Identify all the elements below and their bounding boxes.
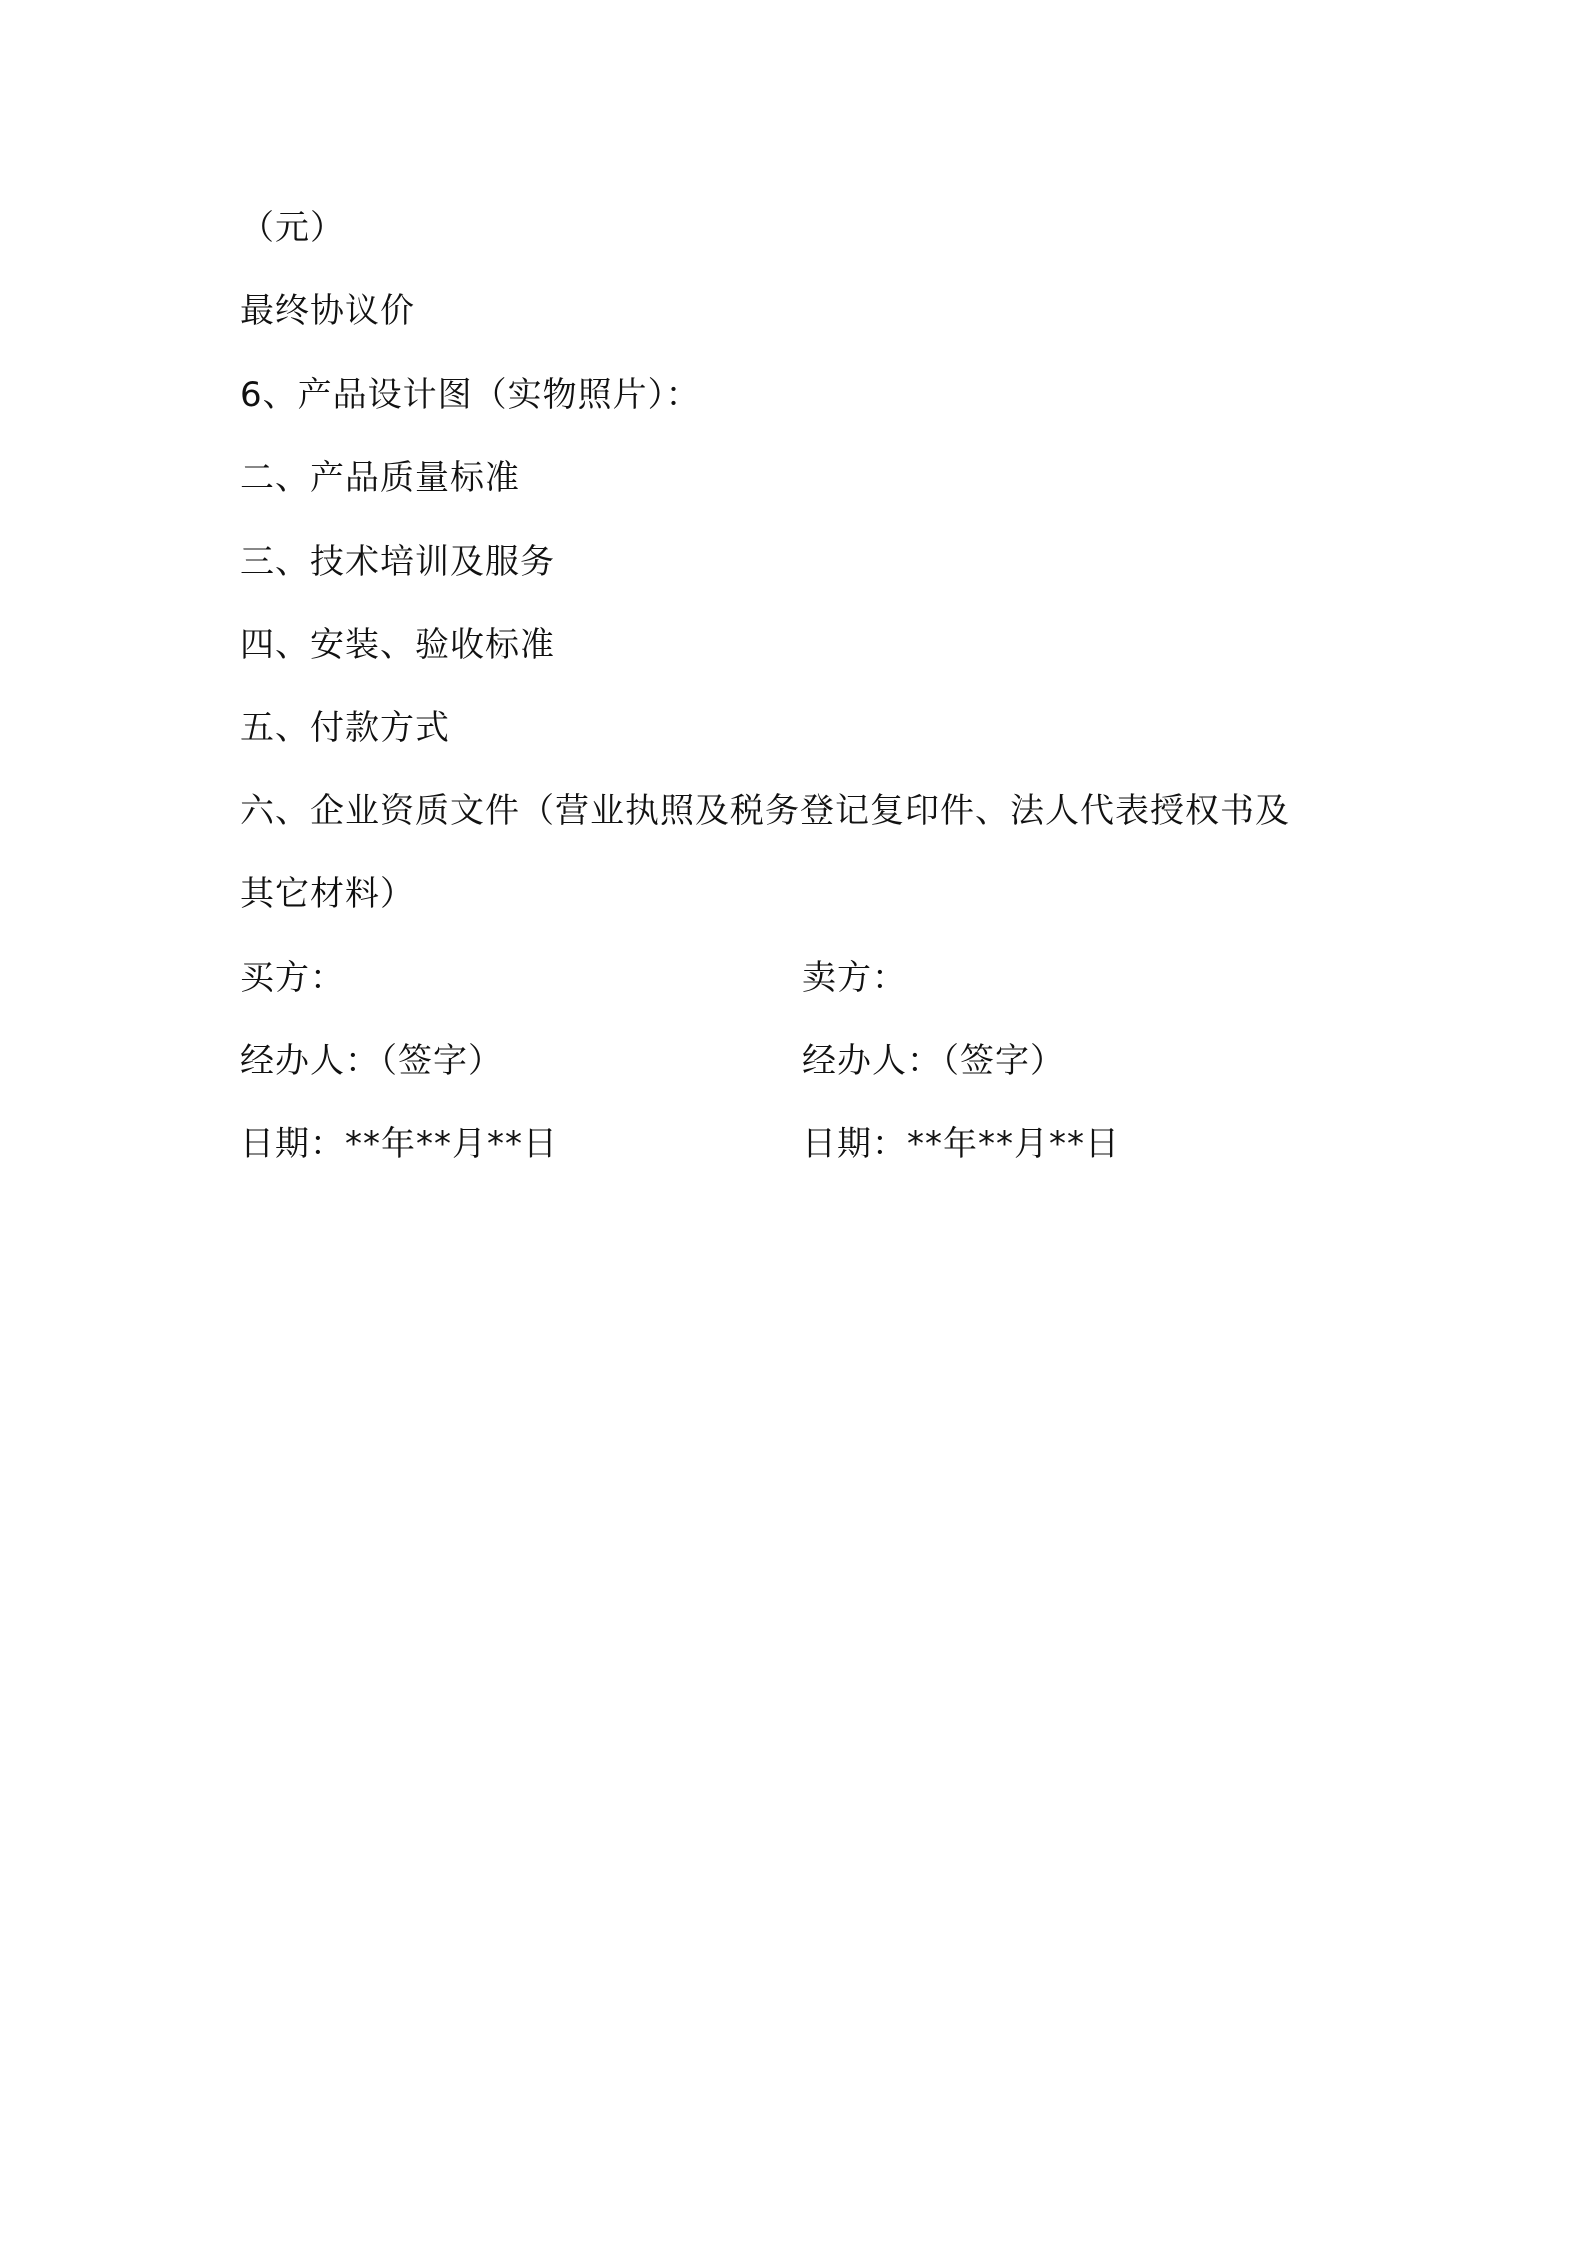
seller-handler-signature: 经办人：（签字） — [802, 1041, 1065, 1081]
qualification-docs-heading: 六、企业资质文件（营业执照及税务登记复印件、法人代表授权书及 — [240, 791, 1290, 831]
payment-method-heading: 五、付款方式 — [240, 708, 450, 748]
quality-standard-heading: 二、产品质量标准 — [240, 458, 520, 498]
design-drawing-heading: 6、产品设计图（实物照片）： — [240, 375, 701, 415]
training-service-heading: 三、技术培训及服务 — [240, 542, 555, 582]
price-unit-text: （元） — [240, 208, 345, 248]
buyer-label: 买方： — [240, 958, 345, 998]
seller-date: 日期：**年**月**日 — [802, 1124, 1120, 1164]
final-price-label: 最终协议价 — [240, 291, 415, 331]
buyer-handler-signature: 经办人：（签字） — [240, 1041, 503, 1081]
buyer-date: 日期：**年**月**日 — [240, 1124, 558, 1164]
seller-label: 卖方： — [802, 958, 907, 998]
qualification-docs-continued: 其它材料） — [240, 874, 415, 914]
acceptance-standard-heading: 四、安装、验收标准 — [240, 625, 555, 665]
